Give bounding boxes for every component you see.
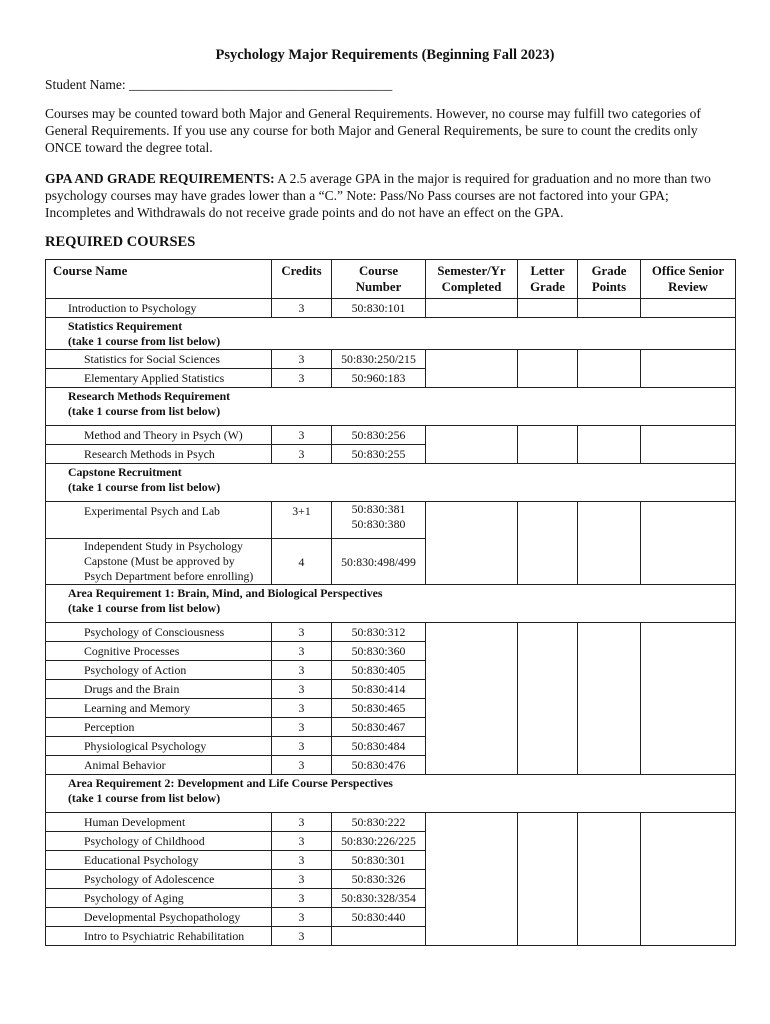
letter-grade-cell[interactable] [518, 502, 578, 585]
gpa-paragraph [45, 170, 735, 221]
course-credits: 3 [272, 851, 332, 870]
table-row [46, 813, 736, 832]
section-heading: REQUIRED COURSES [45, 234, 196, 250]
table-header-row [46, 260, 736, 299]
header-grade-points: Grade Points [578, 260, 641, 299]
course-number: 50:830:440 [332, 908, 426, 927]
course-credits: 3 [272, 369, 332, 388]
page-title: Psychology Major Requirements (Beginning Fall 2023) [215, 47, 555, 63]
course-credits: 3 [272, 908, 332, 927]
course-credits: 3 [272, 299, 332, 318]
course-number: 50:830:484 [332, 737, 426, 756]
course-number: 50:830:101 [332, 299, 426, 318]
table-row [46, 502, 736, 539]
course-name: Psychology of Consciousness [46, 623, 272, 642]
grade-points-cell[interactable] [578, 502, 641, 585]
course-credits: 3 [272, 832, 332, 851]
course-number [332, 927, 426, 946]
course-credits: 3 [272, 642, 332, 661]
course-number: 50:830:498/499 [332, 539, 426, 585]
course-name: Developmental Psychopathology [46, 908, 272, 927]
gpa-text: A 2.5 average GPA in the major is required for graduation and no more than two psychology courses may have grades lower than a “C.” Note: Pass/No Pass courses are not factored into your GPA; Incompletes and Withdrawals do not receive grade points and do not have an effect on the GPA. [45, 171, 711, 220]
header-course-number: Course Number [332, 260, 426, 299]
course-name: Statistics for Social Sciences [46, 350, 272, 369]
header-office-review: Office Senior Review [641, 260, 736, 299]
course-number: 50:830:326 [332, 870, 426, 889]
header-letter-grade: Letter Grade [518, 260, 578, 299]
letter-grade-cell[interactable] [518, 623, 578, 775]
letter-grade-cell[interactable] [518, 350, 578, 388]
course-number: 50:830:381 50:830:380 [332, 502, 426, 539]
semester-cell[interactable] [426, 299, 518, 318]
semester-cell[interactable] [426, 623, 518, 775]
letter-grade-cell[interactable] [518, 813, 578, 946]
course-name: Drugs and the Brain [46, 680, 272, 699]
header-credits: Credits [272, 260, 332, 299]
letter-grade-cell[interactable] [518, 426, 578, 464]
course-name: Elementary Applied Statistics [46, 369, 272, 388]
course-credits: 3 [272, 699, 332, 718]
course-name: Educational Psychology [46, 851, 272, 870]
course-credits: 3 [272, 737, 332, 756]
course-credits: 3 [272, 445, 332, 464]
semester-cell[interactable] [426, 813, 518, 946]
group-header-area2: Area Requirement 2: Development and Life Course Perspectives (take 1 course from list below) [46, 775, 736, 813]
course-name: Introduction to Psychology [46, 299, 272, 318]
group-header-area1: Area Requirement 1: Brain, Mind, and Biological Perspectives (take 1 course from list below) [46, 585, 736, 623]
course-credits: 3 [272, 927, 332, 946]
course-credits: 3 [272, 718, 332, 737]
course-credits: 3 [272, 756, 332, 775]
course-number: 50:830:476 [332, 756, 426, 775]
course-credits: 3 [272, 813, 332, 832]
course-number: 50:830:250/215 [332, 350, 426, 369]
course-name: Psychology of Action [46, 661, 272, 680]
semester-cell[interactable] [426, 426, 518, 464]
area2-courses [46, 813, 736, 946]
course-credits: 3 [272, 623, 332, 642]
course-name: Independent Study in Psychology Capstone (Must be approved by Psych Department before enrolling) [46, 539, 272, 585]
office-review-cell[interactable] [641, 299, 736, 318]
table-row [46, 350, 736, 369]
course-number: 50:830:256 [332, 426, 426, 445]
header-semester: Semester/Yr Completed [426, 260, 518, 299]
course-number: 50:830:301 [332, 851, 426, 870]
course-name: Learning and Memory [46, 699, 272, 718]
course-number: 50:830:465 [332, 699, 426, 718]
course-name: Experimental Psych and Lab [46, 502, 272, 539]
group-header-capstone: Capstone Recruitment (take 1 course from list below) [46, 464, 736, 502]
course-number: 50:830:312 [332, 623, 426, 642]
gpa-heading: GPA AND GRADE REQUIREMENTS: [45, 171, 275, 186]
required-courses-table [45, 259, 736, 946]
group-header-research: Research Methods Requirement (take 1 course from list below) [46, 388, 736, 426]
course-credits: 3 [272, 680, 332, 699]
course-credits: 3 [272, 350, 332, 369]
course-name: Psychology of Childhood [46, 832, 272, 851]
office-review-cell[interactable] [641, 813, 736, 946]
course-credits: 3 [272, 889, 332, 908]
course-number: 50:830:467 [332, 718, 426, 737]
grade-points-cell[interactable] [578, 623, 641, 775]
course-number: 50:830:414 [332, 680, 426, 699]
grade-points-cell[interactable] [578, 350, 641, 388]
course-number: 50:830:255 [332, 445, 426, 464]
course-name: Intro to Psychiatric Rehabilitation [46, 927, 272, 946]
table-row [46, 623, 736, 642]
course-number: 50:830:360 [332, 642, 426, 661]
office-review-cell[interactable] [641, 350, 736, 388]
office-review-cell[interactable] [641, 502, 736, 585]
semester-cell[interactable] [426, 502, 518, 585]
office-review-cell[interactable] [641, 426, 736, 464]
course-number: 50:830:226/225 [332, 832, 426, 851]
course-credits: 3 [272, 870, 332, 889]
course-name: Animal Behavior [46, 756, 272, 775]
course-credits: 4 [272, 539, 332, 585]
course-number: 50:830:405 [332, 661, 426, 680]
course-name: Perception [46, 718, 272, 737]
letter-grade-cell[interactable] [518, 299, 578, 318]
semester-cell[interactable] [426, 350, 518, 388]
course-name: Psychology of Aging [46, 889, 272, 908]
course-name: Physiological Psychology [46, 737, 272, 756]
intro-paragraph: Courses may be counted toward both Major and General Requirements. However, no course may fulfill two categories of General Requirements. If you use any course for both Major and General Requirements, be sure to count the credits only ONCE toward the degree total. [45, 106, 701, 155]
table-row [46, 426, 736, 445]
area1-courses [46, 623, 736, 775]
course-number: 50:830:328/354 [332, 889, 426, 908]
course-credits: 3+1 [272, 502, 332, 539]
course-number: 50:960:183 [332, 369, 426, 388]
grade-points-cell[interactable] [578, 813, 641, 946]
header-course-name: Course Name [46, 260, 272, 299]
course-credits: 3 [272, 426, 332, 445]
course-name: Method and Theory in Psych (W) [46, 426, 272, 445]
table-row [46, 299, 736, 318]
grade-points-cell[interactable] [578, 426, 641, 464]
course-name: Human Development [46, 813, 272, 832]
grade-points-cell[interactable] [578, 299, 641, 318]
course-credits: 3 [272, 661, 332, 680]
course-number: 50:830:222 [332, 813, 426, 832]
student-name-field[interactable]: Student Name: _______________________________________ [45, 77, 393, 92]
office-review-cell[interactable] [641, 623, 736, 775]
course-name: Psychology of Adolescence [46, 870, 272, 889]
group-header-statistics: Statistics Requirement (take 1 course from list below) [46, 318, 736, 350]
course-name: Cognitive Processes [46, 642, 272, 661]
course-name: Research Methods in Psych [46, 445, 272, 464]
